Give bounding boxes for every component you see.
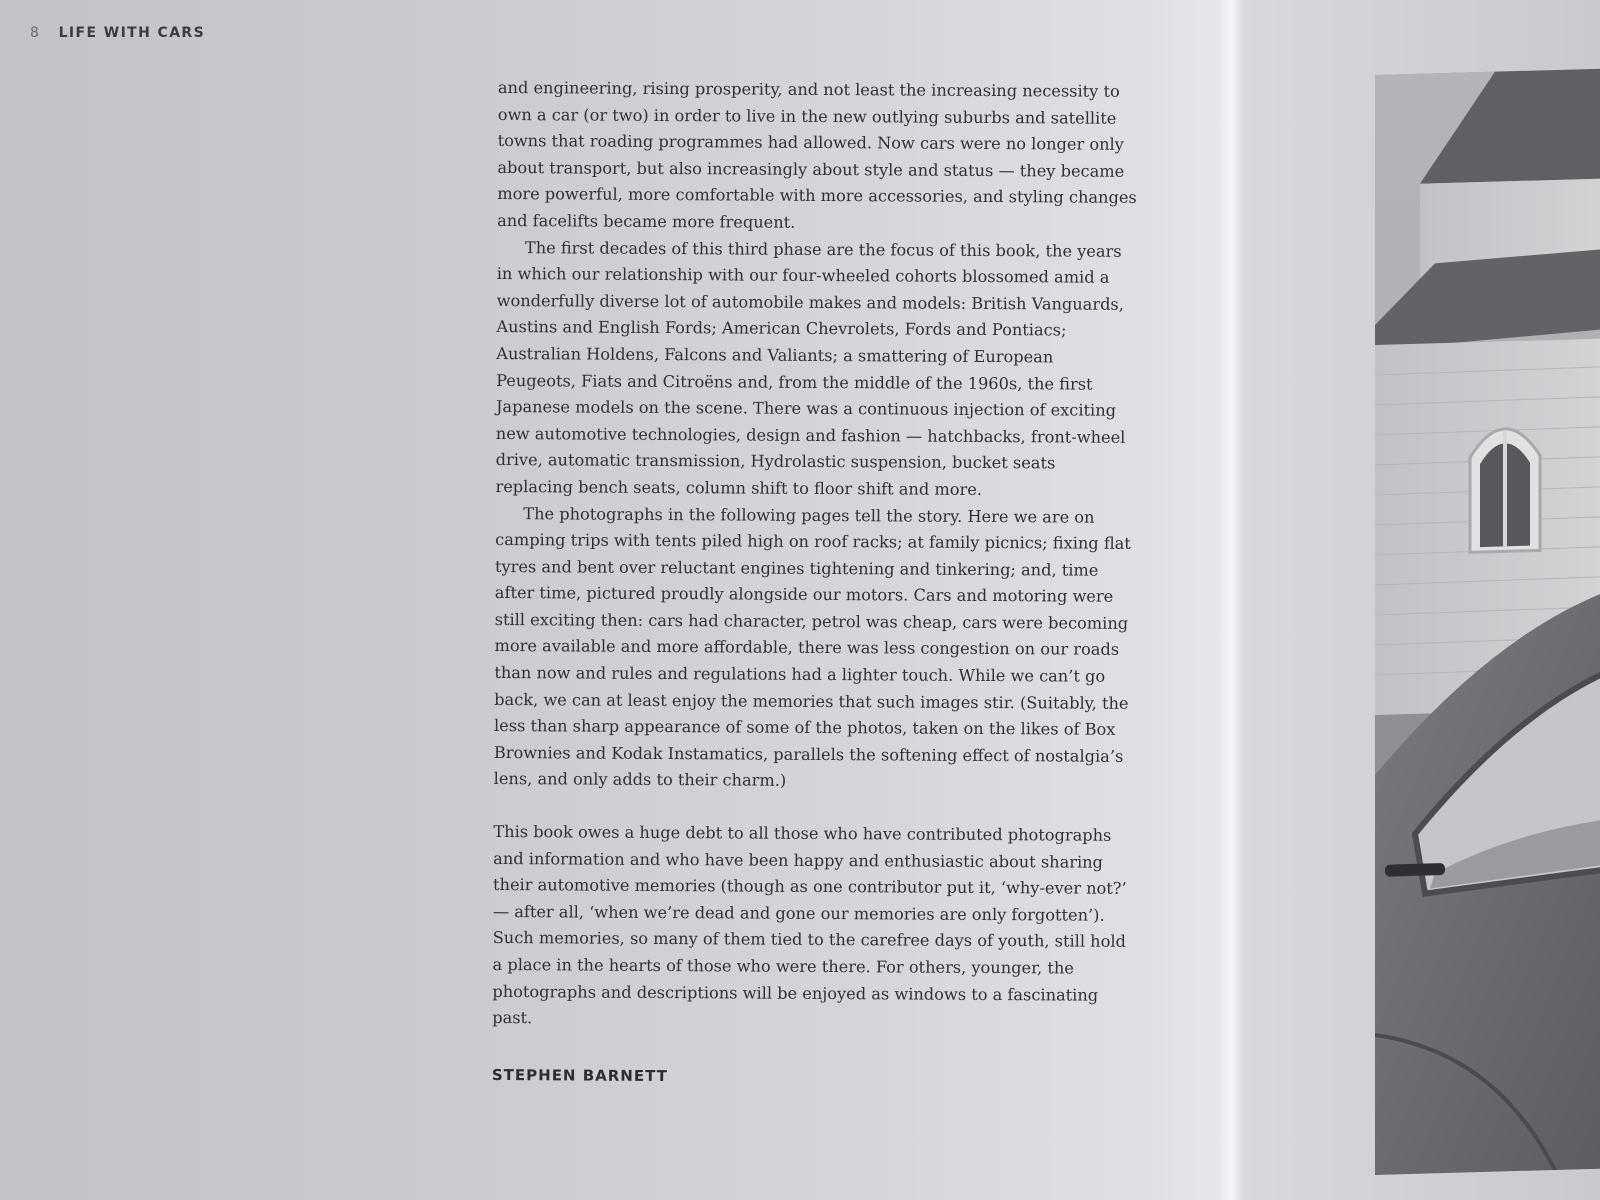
- paragraph-4: This book owes a huge debt to all those who have contributed photographs and information and who have been happy and enthusiastic about sharing their automotive memories (though as one contributor put it, ‘why-ever not?’ — after all, ‘when we’re dead and gone our memories are only forgotten’). Such memories, so many of them tied to the carefree days of youth, still hold a place in the hearts of those who were there. For others, younger, the photographs and descriptions will be enjoyed as windows to a fascinating past.: [492, 822, 1127, 1028]
- author-signature: STEPHEN BARNETT: [491, 1065, 669, 1085]
- paragraph-3: The photographs in the following pages tell the story. Here we are on camping trips with tents piled high on roof racks; at family picnics; fixing flat tyres and bent over reluctant engines tightening and tinkering; and, time after time, pictured proudly alongside our motors. Cars and motoring were still exciting then: cars had character, petrol was cheap, cars were becoming more available and more affordable, there was less congestion on our roads than now and rules and regulations had a lighter touch. While we can’t go back, we can at least enjoy the memories that such images stir. (Suitably, the less than sharp appearance of some of the photos, taken on the likes of Box Brownies and Kodak Instamatics, parallels the softening effect of nostalgia’s lens, and only adds to their charm.): [493, 503, 1131, 791]
- paragraph-2: The first decades of this third phase are the focus of this book, the years in which our relationship with our four-wheeled cohorts blossomed amid a wonderfully diverse lot of automobile makes and models: British Vanguards, Austins and English Fords; American Chevrolets, Fords and Pontiacs; Australian Holdens, Falcons and Valiants; a smattering of European Peugeots, Fiats and Citroëns and, from the middle of the 1960s, the first Japanese models on the scene. There was a continuous injection of exciting new automotive technologies, design and fashion — hatchbacks, front-wheel drive, automatic transmission, Hydrolastic suspension, bucket seats replacing bench seats, column shift to floor shift and more.: [495, 237, 1126, 499]
- photo-illustration: [1375, 68, 1600, 1175]
- body-text: [492, 75, 1138, 1092]
- book-title: LIFE WITH CARS: [58, 25, 206, 41]
- paragraph-1: and engineering, rising prosperity, and not least the increasing necessity to own a car (or two) in order to live in the new outlying suburbs and satellite towns that roading programmes had allowed. Now cars were no longer only about transport, but also increasingly about style and status — they became more powerful, more comfortable with more accessories, and styling changes and facelifts became more frequent.: [497, 77, 1137, 232]
- church-car-photo: [1375, 68, 1600, 1175]
- running-head: [30, 25, 205, 41]
- page-number: 8: [30, 25, 41, 41]
